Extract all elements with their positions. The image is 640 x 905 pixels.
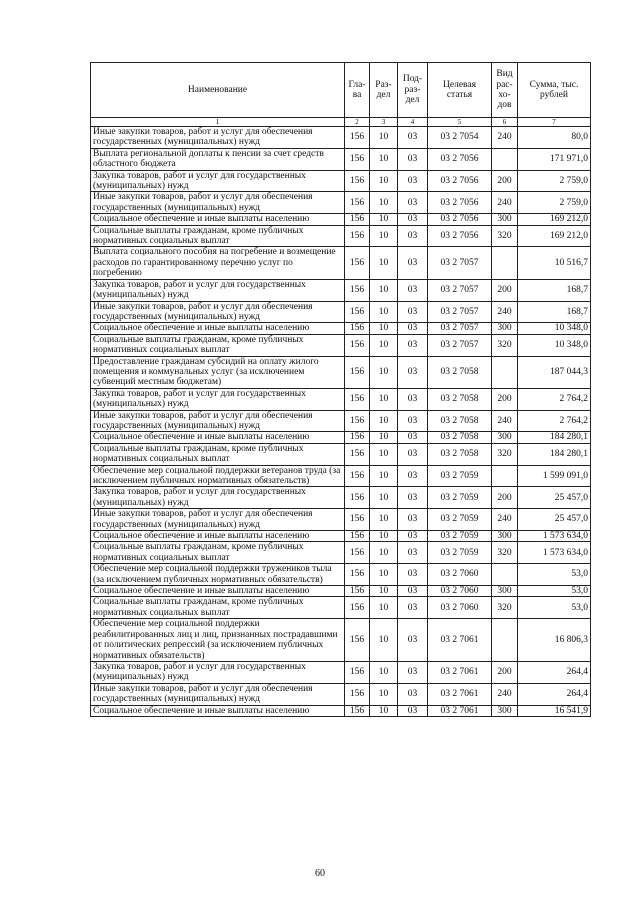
table-row <box>91 509 591 531</box>
table-row <box>91 323 591 334</box>
row-name-cell: Иные закупки товаров, работ и услуг для обеспечения государственных (муниципальных) нужд <box>91 683 345 705</box>
row-podrazdel-cell: 03 <box>398 705 428 716</box>
row-razdel-cell: 10 <box>370 619 398 662</box>
table-row <box>91 597 591 619</box>
row-glava-cell: 156 <box>345 465 370 487</box>
table-body <box>91 127 591 717</box>
table-row <box>91 247 591 279</box>
column-number: 1 <box>91 118 345 127</box>
table-row <box>91 531 591 542</box>
row-razdel-cell: 10 <box>370 148 398 170</box>
row-vid-cell: 200 <box>492 279 518 301</box>
row-name-cell: Социальные выплаты гражданам, кроме публичных нормативных социальных выплат <box>91 334 345 356</box>
row-razdel-cell: 10 <box>370 509 398 531</box>
row-name-cell: Выплата региональной доплаты к пенсии за счет средств областного бюджета <box>91 148 345 170</box>
row-name-cell: Обеспечение мер социальной поддержки ветеранов труда (за исключением публичных нормативных обязательств) <box>91 465 345 487</box>
row-razdel-cell: 10 <box>370 705 398 716</box>
row-glava-cell: 156 <box>345 564 370 586</box>
row-name-cell: Закупка товаров, работ и услуг для государственных (муниципальных) нужд <box>91 170 345 192</box>
row-glava-cell: 156 <box>345 334 370 356</box>
row-name-cell: Социальное обеспечение и иные выплаты населению <box>91 323 345 334</box>
row-podrazdel-cell: 03 <box>398 170 428 192</box>
row-razdel-cell: 10 <box>370 443 398 465</box>
row-tselevaya-cell: 03 2 7061 <box>428 705 492 716</box>
row-vid-cell: 240 <box>492 192 518 214</box>
row-tselevaya-cell: 03 2 7058 <box>428 388 492 410</box>
table-row <box>91 432 591 443</box>
row-podrazdel-cell: 03 <box>398 586 428 597</box>
row-razdel-cell: 10 <box>370 279 398 301</box>
row-name-cell: Выплата социального пособия на погребение и возмещение расходов по гарантированному перечню услуг по погребению <box>91 247 345 279</box>
row-vid-cell: 320 <box>492 334 518 356</box>
row-summa-cell: 168,7 <box>518 301 591 323</box>
row-glava-cell: 156 <box>345 509 370 531</box>
row-glava-cell: 156 <box>345 487 370 509</box>
row-vid-cell: 320 <box>492 443 518 465</box>
row-vid-cell: 200 <box>492 661 518 683</box>
row-summa-cell: 184 280,1 <box>518 432 591 443</box>
table-row <box>91 388 591 410</box>
row-glava-cell: 156 <box>345 586 370 597</box>
row-summa-cell: 169 212,0 <box>518 214 591 225</box>
row-tselevaya-cell: 03 2 7057 <box>428 301 492 323</box>
row-glava-cell: 156 <box>345 531 370 542</box>
header-podrazdel: Под-раз-дел <box>398 63 428 118</box>
row-podrazdel-cell: 03 <box>398 443 428 465</box>
row-vid-cell: 200 <box>492 388 518 410</box>
header-name: Наименование <box>91 63 345 118</box>
row-razdel-cell: 10 <box>370 487 398 509</box>
row-tselevaya-cell: 03 2 7056 <box>428 170 492 192</box>
row-name-cell: Иные закупки товаров, работ и услуг для обеспечения государственных (муниципальных) нужд <box>91 410 345 432</box>
row-razdel-cell: 10 <box>370 334 398 356</box>
row-summa-cell: 168,7 <box>518 279 591 301</box>
header-razdel: Раз-дел <box>370 63 398 118</box>
row-podrazdel-cell: 03 <box>398 301 428 323</box>
row-razdel-cell: 10 <box>370 127 398 149</box>
row-glava-cell: 156 <box>345 323 370 334</box>
row-summa-cell: 1 573 634,0 <box>518 542 591 564</box>
row-razdel-cell: 10 <box>370 388 398 410</box>
row-podrazdel-cell: 03 <box>398 192 428 214</box>
row-summa-cell: 1 599 091,0 <box>518 465 591 487</box>
row-name-cell: Иные закупки товаров, работ и услуг для обеспечения государственных (муниципальных) нужд <box>91 192 345 214</box>
row-vid-cell: 300 <box>492 432 518 443</box>
row-glava-cell: 156 <box>345 127 370 149</box>
row-summa-cell: 80,0 <box>518 127 591 149</box>
row-name-cell: Обеспечение мер социальной поддержки тружеников тыла (за исключением публичных нормативных обязательств) <box>91 564 345 586</box>
table-row <box>91 127 591 149</box>
column-number-row <box>91 118 591 127</box>
row-glava-cell: 156 <box>345 661 370 683</box>
row-glava-cell: 156 <box>345 279 370 301</box>
row-summa-cell: 10 348,0 <box>518 334 591 356</box>
row-name-cell: Социальное обеспечение и иные выплаты населению <box>91 586 345 597</box>
row-name-cell: Социальные выплаты гражданам, кроме публичных нормативных социальных выплат <box>91 443 345 465</box>
row-vid-cell: 300 <box>492 531 518 542</box>
header-tselevaya-statya: Целевая статья <box>428 63 492 118</box>
row-razdel-cell: 10 <box>370 542 398 564</box>
row-podrazdel-cell: 03 <box>398 334 428 356</box>
row-name-cell: Иные закупки товаров, работ и услуг для обеспечения государственных (муниципальных) нужд <box>91 127 345 149</box>
row-razdel-cell: 10 <box>370 356 398 388</box>
table-row <box>91 487 591 509</box>
row-summa-cell: 184 280,1 <box>518 443 591 465</box>
row-name-cell: Социальные выплаты гражданам, кроме публичных нормативных социальных выплат <box>91 225 345 247</box>
row-name-cell: Закупка товаров, работ и услуг для государственных (муниципальных) нужд <box>91 279 345 301</box>
row-vid-cell: 320 <box>492 597 518 619</box>
row-glava-cell: 156 <box>345 542 370 564</box>
row-tselevaya-cell: 03 2 7059 <box>428 465 492 487</box>
column-number: 6 <box>492 118 518 127</box>
row-glava-cell: 156 <box>345 214 370 225</box>
row-podrazdel-cell: 03 <box>398 465 428 487</box>
row-podrazdel-cell: 03 <box>398 683 428 705</box>
row-glava-cell: 156 <box>345 388 370 410</box>
row-tselevaya-cell: 03 2 7058 <box>428 356 492 388</box>
table-row <box>91 465 591 487</box>
row-glava-cell: 156 <box>345 247 370 279</box>
row-razdel-cell: 10 <box>370 597 398 619</box>
row-summa-cell: 25 457,0 <box>518 487 591 509</box>
row-name-cell: Иные закупки товаров, работ и услуг для обеспечения государственных (муниципальных) нужд <box>91 301 345 323</box>
row-tselevaya-cell: 03 2 7056 <box>428 214 492 225</box>
row-podrazdel-cell: 03 <box>398 432 428 443</box>
row-podrazdel-cell: 03 <box>398 127 428 149</box>
row-name-cell: Социальные выплаты гражданам, кроме публичных нормативных социальных выплат <box>91 542 345 564</box>
row-summa-cell: 53,0 <box>518 586 591 597</box>
row-podrazdel-cell: 03 <box>398 356 428 388</box>
header-summa: Сумма, тыс. рублей <box>518 63 591 118</box>
row-podrazdel-cell: 03 <box>398 214 428 225</box>
row-podrazdel-cell: 03 <box>398 225 428 247</box>
row-tselevaya-cell: 03 2 7057 <box>428 334 492 356</box>
row-razdel-cell: 10 <box>370 247 398 279</box>
row-glava-cell: 156 <box>345 619 370 662</box>
column-number: 5 <box>428 118 492 127</box>
row-vid-cell: 240 <box>492 127 518 149</box>
row-summa-cell: 16 806,3 <box>518 619 591 662</box>
row-tselevaya-cell: 03 2 7061 <box>428 619 492 662</box>
row-name-cell: Социальное обеспечение и иные выплаты населению <box>91 432 345 443</box>
row-podrazdel-cell: 03 <box>398 542 428 564</box>
row-podrazdel-cell: 03 <box>398 509 428 531</box>
row-summa-cell: 2 764,2 <box>518 410 591 432</box>
table-row <box>91 619 591 662</box>
row-tselevaya-cell: 03 2 7057 <box>428 323 492 334</box>
row-summa-cell: 2 759,0 <box>518 170 591 192</box>
row-glava-cell: 156 <box>345 192 370 214</box>
row-tselevaya-cell: 03 2 7060 <box>428 597 492 619</box>
row-summa-cell: 53,0 <box>518 564 591 586</box>
row-razdel-cell: 10 <box>370 301 398 323</box>
row-tselevaya-cell: 03 2 7059 <box>428 542 492 564</box>
row-glava-cell: 156 <box>345 410 370 432</box>
row-tselevaya-cell: 03 2 7060 <box>428 564 492 586</box>
header-glava: Гла-ва <box>345 63 370 118</box>
row-razdel-cell: 10 <box>370 214 398 225</box>
row-name-cell: Социальное обеспечение и иные выплаты населению <box>91 214 345 225</box>
row-glava-cell: 156 <box>345 683 370 705</box>
row-vid-cell: 200 <box>492 487 518 509</box>
row-podrazdel-cell: 03 <box>398 323 428 334</box>
row-tselevaya-cell: 03 2 7058 <box>428 432 492 443</box>
row-vid-cell <box>492 356 518 388</box>
row-name-cell: Обеспечение мер социальной поддержки реабилитированных лиц и лиц, признанных пострадавшими от политических репрессий (за исключением публичных нормативных обязательств) <box>91 619 345 662</box>
row-summa-cell: 10 348,0 <box>518 323 591 334</box>
row-podrazdel-cell: 03 <box>398 597 428 619</box>
row-vid-cell <box>492 619 518 662</box>
table-row <box>91 564 591 586</box>
row-summa-cell: 1 573 634,0 <box>518 531 591 542</box>
table-row <box>91 661 591 683</box>
row-glava-cell: 156 <box>345 705 370 716</box>
row-name-cell: Социальное обеспечение и иные выплаты населению <box>91 705 345 716</box>
row-podrazdel-cell: 03 <box>398 564 428 586</box>
row-vid-cell: 320 <box>492 542 518 564</box>
row-glava-cell: 156 <box>345 148 370 170</box>
table-row <box>91 192 591 214</box>
row-podrazdel-cell: 03 <box>398 619 428 662</box>
row-razdel-cell: 10 <box>370 586 398 597</box>
table-row <box>91 301 591 323</box>
row-summa-cell: 10 516,7 <box>518 247 591 279</box>
budget-table <box>90 62 591 717</box>
row-summa-cell: 25 457,0 <box>518 509 591 531</box>
row-vid-cell: 240 <box>492 410 518 432</box>
header-row <box>91 63 591 118</box>
row-razdel-cell: 10 <box>370 531 398 542</box>
page-number: 60 <box>315 868 325 879</box>
row-razdel-cell: 10 <box>370 225 398 247</box>
row-tselevaya-cell: 03 2 7059 <box>428 509 492 531</box>
row-name-cell: Предоставление гражданам субсидий на оплату жилого помещения и коммунальных услуг (за исключением субвенций местным бюджетам) <box>91 356 345 388</box>
row-vid-cell: 300 <box>492 214 518 225</box>
table-row <box>91 410 591 432</box>
row-summa-cell: 169 212,0 <box>518 225 591 247</box>
row-tselevaya-cell: 03 2 7059 <box>428 487 492 509</box>
row-vid-cell: 300 <box>492 323 518 334</box>
row-glava-cell: 156 <box>345 597 370 619</box>
row-tselevaya-cell: 03 2 7054 <box>428 127 492 149</box>
column-number: 4 <box>398 118 428 127</box>
column-number: 7 <box>518 118 591 127</box>
row-podrazdel-cell: 03 <box>398 279 428 301</box>
row-name-cell: Социальные выплаты гражданам, кроме публичных нормативных социальных выплат <box>91 597 345 619</box>
row-tselevaya-cell: 03 2 7057 <box>428 279 492 301</box>
row-summa-cell: 264,4 <box>518 661 591 683</box>
row-podrazdel-cell: 03 <box>398 247 428 279</box>
table-row <box>91 279 591 301</box>
row-glava-cell: 156 <box>345 301 370 323</box>
row-vid-cell: 240 <box>492 301 518 323</box>
table-row <box>91 443 591 465</box>
row-vid-cell: 240 <box>492 509 518 531</box>
row-name-cell: Закупка товаров, работ и услуг для государственных (муниципальных) нужд <box>91 487 345 509</box>
row-glava-cell: 156 <box>345 432 370 443</box>
row-vid-cell <box>492 564 518 586</box>
row-tselevaya-cell: 03 2 7059 <box>428 531 492 542</box>
row-summa-cell: 53,0 <box>518 597 591 619</box>
row-vid-cell: 320 <box>492 225 518 247</box>
row-razdel-cell: 10 <box>370 432 398 443</box>
row-glava-cell: 156 <box>345 356 370 388</box>
table-row <box>91 683 591 705</box>
row-vid-cell <box>492 465 518 487</box>
row-tselevaya-cell: 03 2 7061 <box>428 661 492 683</box>
row-razdel-cell: 10 <box>370 661 398 683</box>
row-glava-cell: 156 <box>345 170 370 192</box>
row-tselevaya-cell: 03 2 7056 <box>428 148 492 170</box>
row-podrazdel-cell: 03 <box>398 410 428 432</box>
row-podrazdel-cell: 03 <box>398 388 428 410</box>
row-summa-cell: 171 971,0 <box>518 148 591 170</box>
table-row <box>91 705 591 716</box>
row-name-cell: Социальное обеспечение и иные выплаты населению <box>91 531 345 542</box>
row-summa-cell: 16 541,9 <box>518 705 591 716</box>
table-row <box>91 170 591 192</box>
row-vid-cell <box>492 247 518 279</box>
row-summa-cell: 187 044,3 <box>518 356 591 388</box>
row-razdel-cell: 10 <box>370 564 398 586</box>
row-glava-cell: 156 <box>345 225 370 247</box>
row-tselevaya-cell: 03 2 7057 <box>428 247 492 279</box>
column-number: 2 <box>345 118 370 127</box>
row-razdel-cell: 10 <box>370 465 398 487</box>
row-vid-cell: 300 <box>492 586 518 597</box>
row-vid-cell: 200 <box>492 170 518 192</box>
row-podrazdel-cell: 03 <box>398 148 428 170</box>
row-glava-cell: 156 <box>345 443 370 465</box>
row-tselevaya-cell: 03 2 7056 <box>428 192 492 214</box>
row-summa-cell: 2 764,2 <box>518 388 591 410</box>
row-razdel-cell: 10 <box>370 192 398 214</box>
row-razdel-cell: 10 <box>370 410 398 432</box>
row-summa-cell: 264,4 <box>518 683 591 705</box>
row-tselevaya-cell: 03 2 7058 <box>428 410 492 432</box>
table-row <box>91 334 591 356</box>
table-row <box>91 214 591 225</box>
row-podrazdel-cell: 03 <box>398 661 428 683</box>
header-vid-raskhodov: Вид рас-хо-дов <box>492 63 518 118</box>
table-row <box>91 356 591 388</box>
column-number: 3 <box>370 118 398 127</box>
row-podrazdel-cell: 03 <box>398 531 428 542</box>
table-row <box>91 542 591 564</box>
row-vid-cell: 240 <box>492 683 518 705</box>
row-name-cell: Закупка товаров, работ и услуг для государственных (муниципальных) нужд <box>91 388 345 410</box>
row-podrazdel-cell: 03 <box>398 487 428 509</box>
row-tselevaya-cell: 03 2 7060 <box>428 586 492 597</box>
row-vid-cell: 300 <box>492 705 518 716</box>
table-row <box>91 586 591 597</box>
row-summa-cell: 2 759,0 <box>518 192 591 214</box>
row-razdel-cell: 10 <box>370 683 398 705</box>
row-tselevaya-cell: 03 2 7058 <box>428 443 492 465</box>
row-razdel-cell: 10 <box>370 170 398 192</box>
table-row <box>91 148 591 170</box>
row-tselevaya-cell: 03 2 7061 <box>428 683 492 705</box>
table-row <box>91 225 591 247</box>
row-tselevaya-cell: 03 2 7056 <box>428 225 492 247</box>
row-razdel-cell: 10 <box>370 323 398 334</box>
row-name-cell: Иные закупки товаров, работ и услуг для обеспечения государственных (муниципальных) нужд <box>91 509 345 531</box>
row-vid-cell <box>492 148 518 170</box>
row-name-cell: Закупка товаров, работ и услуг для государственных (муниципальных) нужд <box>91 661 345 683</box>
